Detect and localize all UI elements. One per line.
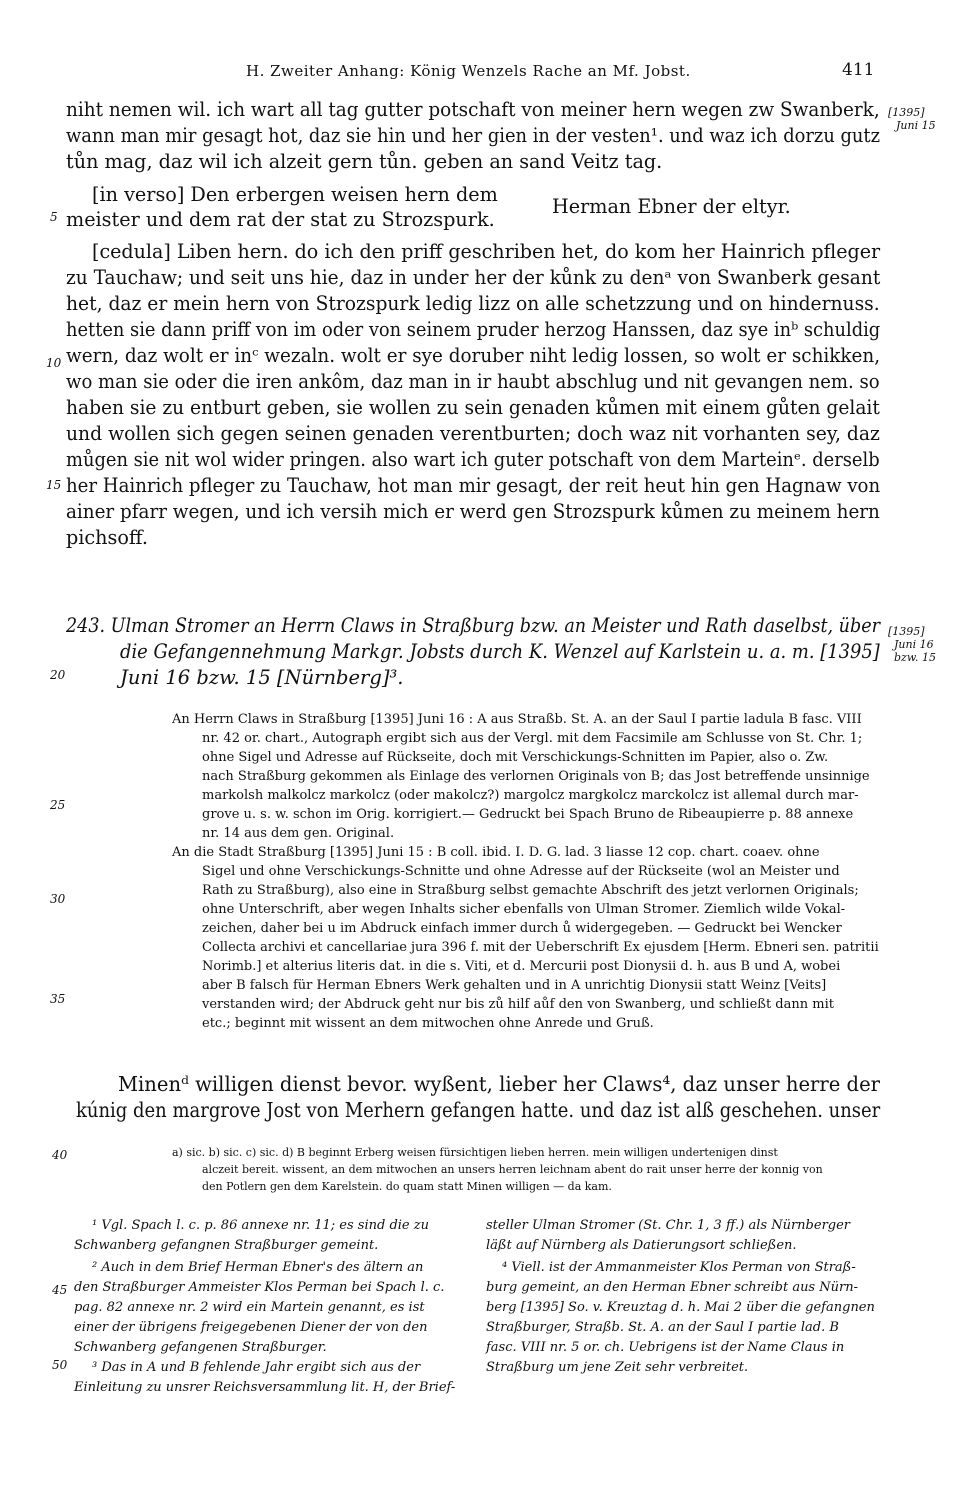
footnote-line: den Straßburger Ammeister Klos Perman bei Spach l. c. <box>74 1280 445 1295</box>
line-number: 10 <box>46 356 62 370</box>
apparatus-line: zeichen, daher bei u im Abdruck einfach immer durch ů widergegeben. — Gedruckt bei Wencker <box>202 921 842 936</box>
footnote-line: burg gemeint, an den Herman Ebner schreibt aus Nürn- <box>486 1280 858 1295</box>
apparatus-line: markolsh malkolcz markolcz (oder makolcz?) margolcz margkolcz marckolcz ist allemal durch mar- <box>202 788 859 803</box>
line-number: 40 <box>52 1148 68 1162</box>
page-number: 411 <box>842 60 875 80</box>
apparatus-line: ohne Sigel und Adresse auf Rückseite, doch mit Verschickungs-Schnitten im Papier, also o. Zw. <box>202 750 829 765</box>
footnote-line: pag. 82 annexe nr. 2 wird ein Martein genannt, es ist <box>74 1300 425 1315</box>
margin-day-alt: bzw. 15 <box>894 651 936 664</box>
apparatus-line: grove u. s. w. schon im Orig. korrigiert.— Gedruckt bei Spach Bruno de Ribeaupierre p. 88 annexe <box>202 807 854 822</box>
footnote-line: fasc. VIII nr. 5 or. ch. Uebrigens ist der Name Claus in <box>486 1340 845 1355</box>
footnote-line: Straßburg um jene Zeit sehr verbreitet. <box>486 1360 749 1375</box>
footnote-line: Schwanberg gefangenen Straßburger. <box>74 1340 327 1355</box>
margin-year: [1395] <box>888 625 925 638</box>
critical-note: alczeit bereit. wissent, an dem mitwochen an unsers herren leichnam abent do rait unser herre der konnig von <box>202 1163 823 1176</box>
footnote-line: einer der übrigens freigegebenen Diener der von den <box>74 1320 428 1335</box>
text-line: hetten sie dann priff von im oder von seinem pruder herzog Hanssen, daz sye inᵇ schuldig <box>66 318 881 341</box>
text-line: und wollen sich gegen seinen genaden verentburten; doch waz nit vorhanten sey, daz <box>66 422 880 445</box>
text-line: [in verso] Den erbergen weisen hern dem <box>92 183 498 206</box>
line-number: 30 <box>50 892 66 906</box>
apparatus-line: nr. 42 or. chart., Autograph ergibt sich aus der Vergl. mit dem Facsimile am Schlusse von St. Chr. 1; <box>202 731 863 746</box>
footnote-line: Schwanberg gefangnen Straßburger gemeint. <box>74 1238 379 1253</box>
line-number: 15 <box>46 478 62 492</box>
apparatus-line: Sigel und ohne Verschickungs-Schnitte und ohne Adresse auf der Rückseite (wol an Meister und <box>202 864 840 879</box>
apparatus-line: An die Stadt Straßburg [1395] Juni 15 : B coll. ibid. I. D. G. lad. 3 liasse 12 cop. chart. coaev. ohne <box>172 845 820 860</box>
line-number: 45 <box>52 1283 68 1297</box>
apparatus-line: etc.; beginnt mit wissent an dem mitwochen ohne Anrede und Gruß. <box>202 1016 654 1031</box>
footnote-line: steller Ulman Stromer (St. Chr. 1, 3 ff.) als Nürnberger <box>486 1218 851 1233</box>
critical-note: a) sic. b) sic. c) sic. d) B beginnt Erberg weisen fürsichtigen lieben herren. mein willigen undertenigen dinst <box>172 1146 778 1159</box>
text-line: wo man sie oder die iren ankôm, daz man in ir haubt abschlug und nit gevangen nem. so <box>66 370 880 393</box>
apparatus-line: nach Straßburg gekommen als Einlage des verlornen Originals von B; das Jost betreffende unsinnige <box>202 769 870 784</box>
footnote-line: läßt auf Nürnberg als Datierungsort schließen. <box>486 1238 797 1253</box>
letter-opening: Minenᵈ willigen dienst bevor. wyßent, lieber her Claws⁴, daz unser herre der <box>118 1072 881 1096</box>
footnote-line: ² Auch in dem Brief Herman Ebner's des ältern an <box>92 1260 424 1275</box>
apparatus-line: verstanden wird; der Abdruck geht nur bis zů hilf aůf den von Swanberg, und schließt dann mit <box>202 997 834 1012</box>
text-line: het, daz er mein hern von Strozspurk ledig lizz on alle schetzzung und on hindernuss. <box>66 292 880 315</box>
apparatus-line: Rath zu Straßburg), also eine in Straßburg selbst gemachte Abschrift des jetzt verlornen Originals; <box>202 883 859 898</box>
text-line: tůn mag, daz wil ich alzeit gern tůn. geben an sand Veitz tag. <box>66 150 663 173</box>
footnote-line: Straßburger, Straßb. St. A. an der Saul I partie lad. B <box>486 1320 839 1335</box>
apparatus-line: nr. 14 aus dem gen. Original. <box>202 826 395 841</box>
margin-date-2 <box>888 625 936 664</box>
footnote-line: ³ Das in A und B fehlende Jahr ergibt sich aus der <box>92 1360 421 1375</box>
line-number: 50 <box>52 1358 68 1372</box>
signature: Herman Ebner der eltyr. <box>552 195 791 218</box>
document-heading: Juni 16 bzw. 15 [Nürnberg]³. <box>120 666 404 689</box>
apparatus-line: An Herrn Claws in Straßburg [1395] Juni 16 : A aus Straßb. St. A. an der Saul I partie ladula B fasc. VIII <box>172 712 862 727</box>
margin-day: Juni 15 <box>896 119 936 132</box>
footnote-line: Einleitung zu unsrer Reichsversammlung lit. H, der Brief- <box>74 1380 456 1395</box>
line-number: 25 <box>50 798 66 812</box>
footnote-line: berg [1395] So. v. Kreuztag d. h. Mai 2 über die gefangnen <box>486 1300 875 1315</box>
apparatus-line: Norimb.] et alterius literis dat. in die s. Viti, et d. Mercurii post Dionysii d. h. aus B und A, wobei <box>202 959 841 974</box>
document-heading: 243. Ulman Stromer an Herrn Claws in Straßburg bzw. an Meister und Rath daselbst, über <box>66 614 880 637</box>
text-line: niht nemen wil. ich wart all tag gutter potschaft von meiner hern wegen zw Swanberk, <box>66 98 880 121</box>
critical-note: den Potlern gen dem Karelstein. do quam statt Minen willigen — da kam. <box>202 1180 612 1193</box>
text-line: [cedula] Liben hern. do ich den priff geschriben het, do kom her Hainrich pfleger <box>92 240 881 263</box>
text-line: ainer pfarr wegen, und ich versih mich er werd gen Strozspurk kůmen zu meinem hern <box>66 500 880 523</box>
text-line: wann man mir gesagt hot, daz sie hin und her gien in der vesten¹. und waz ich dorzu gutz <box>66 124 880 147</box>
margin-year: [1395] <box>888 106 925 119</box>
text-line: her Hainrich pfleger zu Tauchaw, hot man mir gesagt, der reit heut hin gen Hagnaw von <box>66 474 881 497</box>
apparatus-line: Collecta archivi et cancellariae jura 396 f. mit der Ueberschrift Ex ejusdem [Herm. Ebneri sen. patritii <box>202 940 879 955</box>
line-number: 5 <box>50 210 58 224</box>
text-line: meister und dem rat der stat zu Strozspurk. <box>66 208 495 231</box>
footnote-line: ¹ Vgl. Spach l. c. p. 86 annexe nr. 11; es sind die zu <box>92 1218 429 1233</box>
letter-opening: kúnig den margrove Jost von Merhern gefangen hatte. und daz ist alß geschehen. unser <box>76 1098 881 1122</box>
footnote-line: ⁴ Viell. ist der Ammanmeister Klos Perman von Straß- <box>502 1260 856 1275</box>
running-title: H. Zweiter Anhang: König Wenzels Rache an Mf. Jobst. <box>246 62 691 80</box>
apparatus-line: aber B falsch für Herman Ebners Werk gehalten und in A unrichtig Dionysii statt Weinz [Veits] <box>202 978 827 993</box>
document-heading: die Gefangennehmung Markgr. Jobsts durch K. Wenzel auf Karlstein u. a. m. [1395] <box>120 640 880 663</box>
text-line: pichsoff. <box>66 526 148 549</box>
line-number: 20 <box>50 668 66 682</box>
margin-day: Juni 16 <box>894 638 934 651</box>
text-line: wern, daz wolt er inᶜ wezaln. wolt er sye doruber niht ledig lossen, so wolt er schikken, <box>66 344 881 367</box>
text-line: haben sie zu entburt geben, sie wollen zu sein genaden kůmen mit einem gůten gelait <box>66 396 880 419</box>
line-number: 35 <box>50 992 66 1006</box>
apparatus-line: ohne Unterschrift, aber wegen Inhalts sicher ebenfalls von Ulman Stromer. Ziemlich wilde Vokal- <box>202 902 846 917</box>
text-line: zu Tauchaw; und seit uns hie, daz in under her der kůnk zu denᵃ von Swanberk gesant <box>66 266 881 289</box>
text-line: můgen sie nit wol wider pringen. also wart ich guter potschaft von dem Marteinᵉ. derselb <box>66 448 880 471</box>
margin-date-1 <box>888 106 936 132</box>
